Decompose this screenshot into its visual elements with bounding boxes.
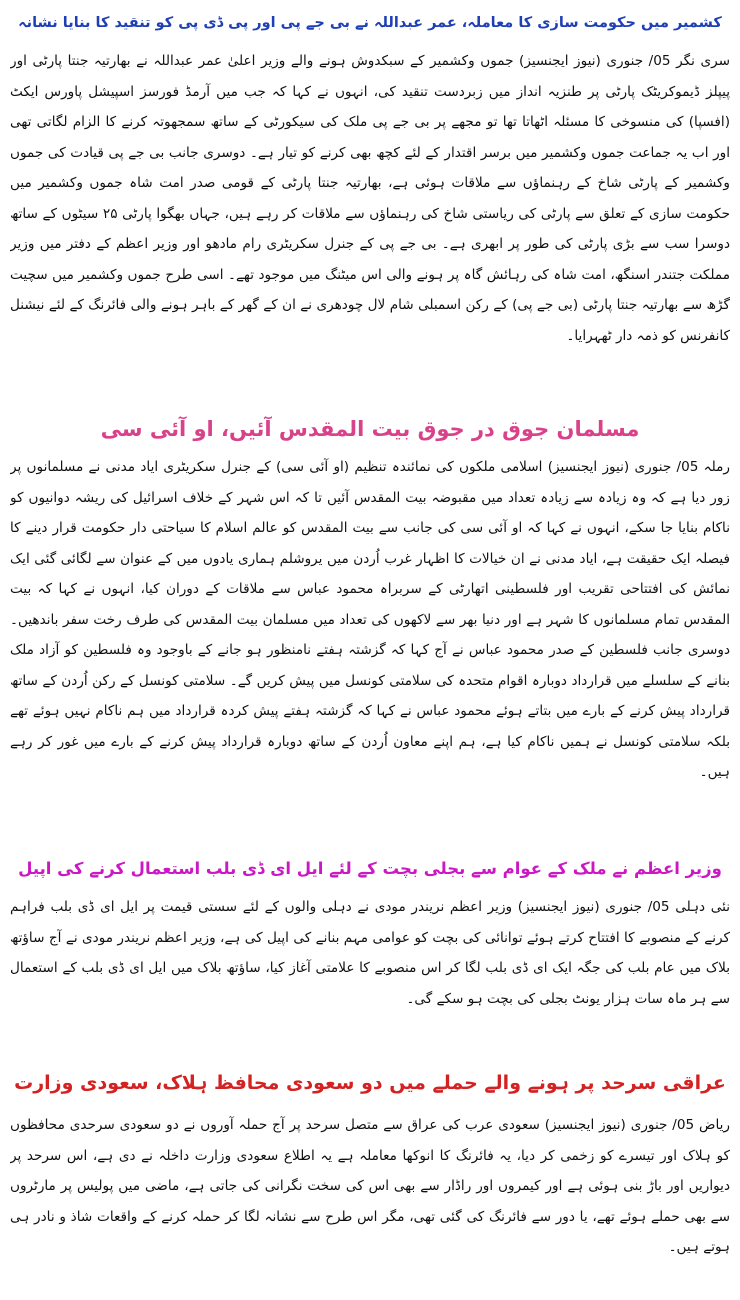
article-kashmir-government-formation [10,6,730,404]
article-headline: وزیر اعظم نے ملک کے عوام سے بجلی بچت کے لئے ایل ای ڈی بلب استعمال کرنے کی اپیل [18,859,722,878]
article-body: رملہ 05/ جنوری (نیوز ایجنسیز) اسلامی ملکوں کی نمائندہ تنظیم (او آئی سی) کے جنرل سکریٹری ایاد مدنی نے مسلمانوں پر زور دیا ہے کہ وہ زیادہ سے زیادہ تعداد میں مقبوضہ بیت المقدس آئیں تا کہ اس شہر کے خلاف اسرائیل کی ریشہ دوانیوں کو ناکام بنایا جا سکے، انہوں نے کہا کہ او آئی سی کی جانب سے بیت المقدس کو عالم اسلام کا سیاحتی دار حکومت قرار دینے کا فیصلہ ایک حقیقت ہے، ایاد مدنی نے ان خیالات کا اظہار غرب اُردن میں یروشلم ہماری یادوں میں کے عنوان سے لگائی گئی ایک نمائش کی افتتاحی تقریب اور فلسطینی اتھارٹی کے سربراہ محمود عباس سے ملاقات کے دوران کیا، انہوں نے کہا کہ بیت المقدس تمام مسلمانوں کا شہر ہے اور دنیا بھر سے لاکھوں کی تعداد میں مسلمان بیت المقدس کی طرف رخت سفر باندھیں۔ دوسری جانب فلسطین کے صدر محمود عباس نے آج کہا کہ گزشتہ ہفتے نامنظور ہو جانے کے باوجود وہ فلسطین کو آزاد ملک بنانے کے سلسلے میں قرارداد دوبارہ اقوام متحدہ کی سلامتی کونسل میں پیش کریں گے۔ سلامتی کونسل کے رکن اُردن کے ساتھ قرارداد پیش کرنے کے بارے میں بتاتے ہوئے محمود عباس نے کہا کہ گزشتہ ہفتے پیش کردہ قرارداد میں ہم ناکام نہیں ہوئے تھے بلکہ سلامتی کونسل نے ہمیں ناکام کیا ہے، ہم اپنے معاون اُردن کے ساتھ دوبارہ قرارداد پیش کرنے کے بارے میں غور کر رہے ہیں۔ [10,459,730,780]
article-led-bulb-appeal [10,852,730,1050]
article-saudi-border-attack [10,1066,730,1275]
article-body: نئی دہلی 05/ جنوری (نیوز ایجنسیز) وزیر اعظم نریندر مودی نے دہلی والوں کے لئے سستی قیمت پر ایل ای ڈی بلب فراہم کرنے کے منصوبے کا افتتاح کرتے ہوئے توانائی کی بچت کو عوامی مہم بنانے کی اپیل کی ہے، وزیر اعظم نریندر مودی نے آج ساؤتھ بلاک میں عام بلب کی جگہ ایک ای ڈی بلب لگا کر اس منصوبے کا علامتی آغاز کیا، ساؤتھ بلاک میں ایل ای ڈی بلب کے استعمال سے ہر ماہ سات ہزار یونٹ بجلی کی بچت ہو سکے گی۔ [10,899,730,1007]
article-body: ریاض 05/ جنوری (نیوز ایجنسیز) سعودی عرب کی عراق سے متصل سرحد پر آج حملہ آوروں نے دو سعودی سرحدی محافظوں کو ہلاک اور تیسرے کو زخمی کر دیا، یہ فائرنگ کا انوکھا معاملہ ہے یہ اطلاع سعودی وزارت داخلہ نے دی ہے، اس سرحد پر دیواریں اور باڑ بنی ہوئی ہے اور کیمروں اور راڈار سے بھی اس کی سخت نگرانی کی جاتی ہے، ماضی میں پولیس پر مارٹروں سے بھی حملے ہوئے تھے، یا دور سے فائرنگ کی گئی تھی، مگر اس طرح سے نشانہ لگا کر حملہ کرنے کے واقعات شاذ و نادر ہی ہوتے ہیں۔ [10,1117,730,1255]
article-oic-bait-ul-maqdis [10,412,730,848]
article-headline: مسلمان جوق در جوق بیت المقدس آئیں، او آئی سی [100,417,640,441]
article-headline: کشمیر میں حکومت سازی کا معاملہ، عمر عبداللہ نے بی جے پی اور پی ڈی پی کو تنقید کا بنایا نشانہ [18,15,722,31]
article-body: سری نگر 05/ جنوری (نیوز ایجنسیز) جموں وکشمیر کے سبکدوش ہونے والے وزیر اعلیٰ عمر عبداللہ نے بھارتیہ جنتا پارٹی اور پیپلز ڈیموکریٹک پارٹی پر طنزیہ انداز میں زبردست تنقید کی، انہوں نے کہا کہ جب میں آرمڈ فورسز اسپیشل پاورس ایکٹ (افسپا) کی منسوخی کا مسئلہ اٹھاتا تھا تو مجھے پر بی جے پی ملک کی سیکورٹی کے ساتھ سمجھوتہ کرنے کا الزام لگاتی تھی اور اب یہ جماعت جموں وکشمیر میں برسر اقتدار کے لئے کچھ بھی کرنے کو تیار ہے۔ دوسری جانب بی جے پی قیادت کی جموں وکشمیر کے پارٹی شاخ کے رہنماؤں سے ملاقات ہوئی ہے، بھارتیہ جنتا پارٹی کے قومی صدر امت شاہ جموں وکشمیر میں حکومت سازی کے تعلق سے پارٹی کی ریاستی شاخ کی رہنماؤں سے ملاقات کر رہے ہیں، جہاں بھگوا پارٹی ۲۵ سیٹوں کے ساتھ دوسرا سب سے بڑی پارٹی کی طور پر ابھری ہے۔ بی جے پی کے جنرل سکریٹری رام مادھو اور وزیر اعظم کے دفتر میں وزیر مملکت جتندر اسنگھ، امت شاہ کی رہائش گاہ پر ہونے والی اس میٹنگ میں موجود تھے۔ اسی طرح جموں وکشمیر میں سچیت گڑھ سے بھارتیہ جنتا پارٹی (بی جے پی) کے رکن اسمبلی شام لال چودھری نے ان کے گھر کے باہر ہونے والی فائرنگ کے لئے نیشنل کانفرنس کو ذمہ دار ٹھہرایا۔ [10,53,730,344]
article-headline: عراقی سرحد پر ہونے والے حملے میں دو سعودی محافظ ہلاک، سعودی وزارت [14,1072,726,1094]
